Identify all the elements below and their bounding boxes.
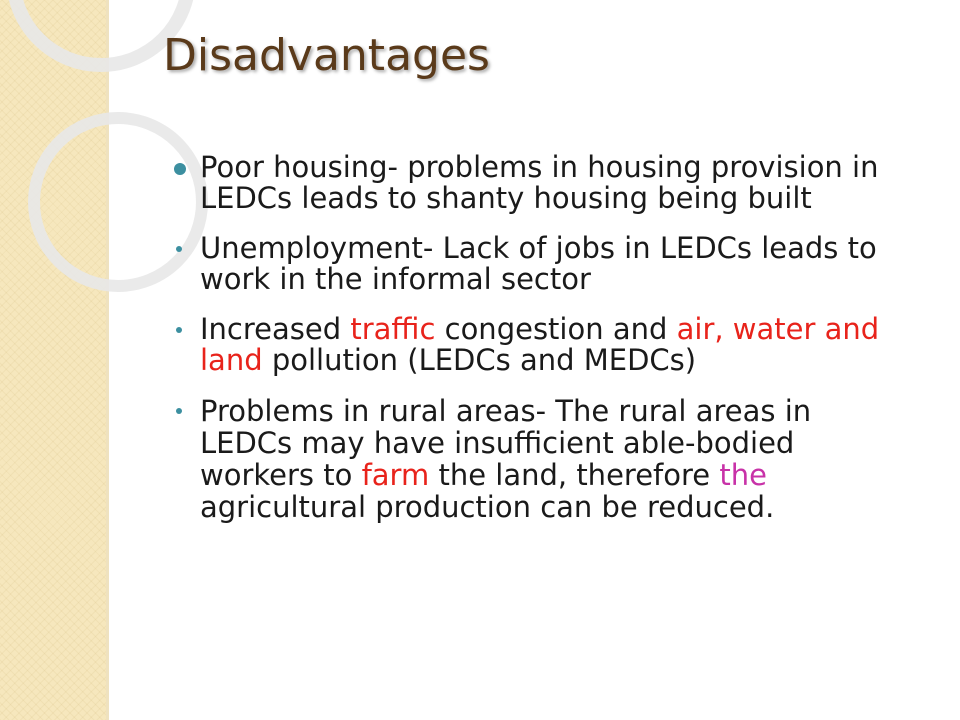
- bullet-dot-icon: [176, 327, 182, 333]
- highlighted-text: air, water and land: [200, 312, 880, 377]
- bullet-item: [174, 152, 894, 214]
- slide-title: Disadvantages: [163, 30, 490, 81]
- bullet-segment: pollution (LEDCs and MEDCs): [262, 343, 697, 377]
- bullet-item: [174, 395, 894, 523]
- bullet-segment: Problems in rural areas- The rural areas in LEDCs may have insufficient able-bodied workers to: [200, 394, 812, 492]
- bullet-list: [174, 152, 894, 542]
- highlighted-text: the: [719, 458, 767, 492]
- bullet-segment: Increased: [200, 312, 351, 346]
- bullet-dot-icon: [176, 246, 182, 252]
- bullet-segment: Unemployment- Lack of jobs in LEDCs leads to work in the informal sector: [200, 231, 877, 296]
- highlighted-text: farm: [361, 458, 430, 492]
- bullet-segment: agricultural production can be reduced.: [200, 490, 775, 524]
- bullet-dot-icon: [176, 408, 182, 414]
- bullet-item: [174, 314, 894, 376]
- bullet-dot-icon: [174, 163, 186, 175]
- bullet-segment: congestion and: [435, 312, 677, 346]
- decorative-side-panel: [0, 0, 107, 720]
- highlighted-text: traffic: [350, 312, 436, 346]
- bullet-item: [174, 233, 894, 295]
- side-panel-edge: [106, 0, 109, 720]
- bullet-segment: Poor housing- problems in housing provision in LEDCs leads to shanty housing being built: [200, 150, 879, 215]
- bullet-segment: the land, therefore: [429, 458, 720, 492]
